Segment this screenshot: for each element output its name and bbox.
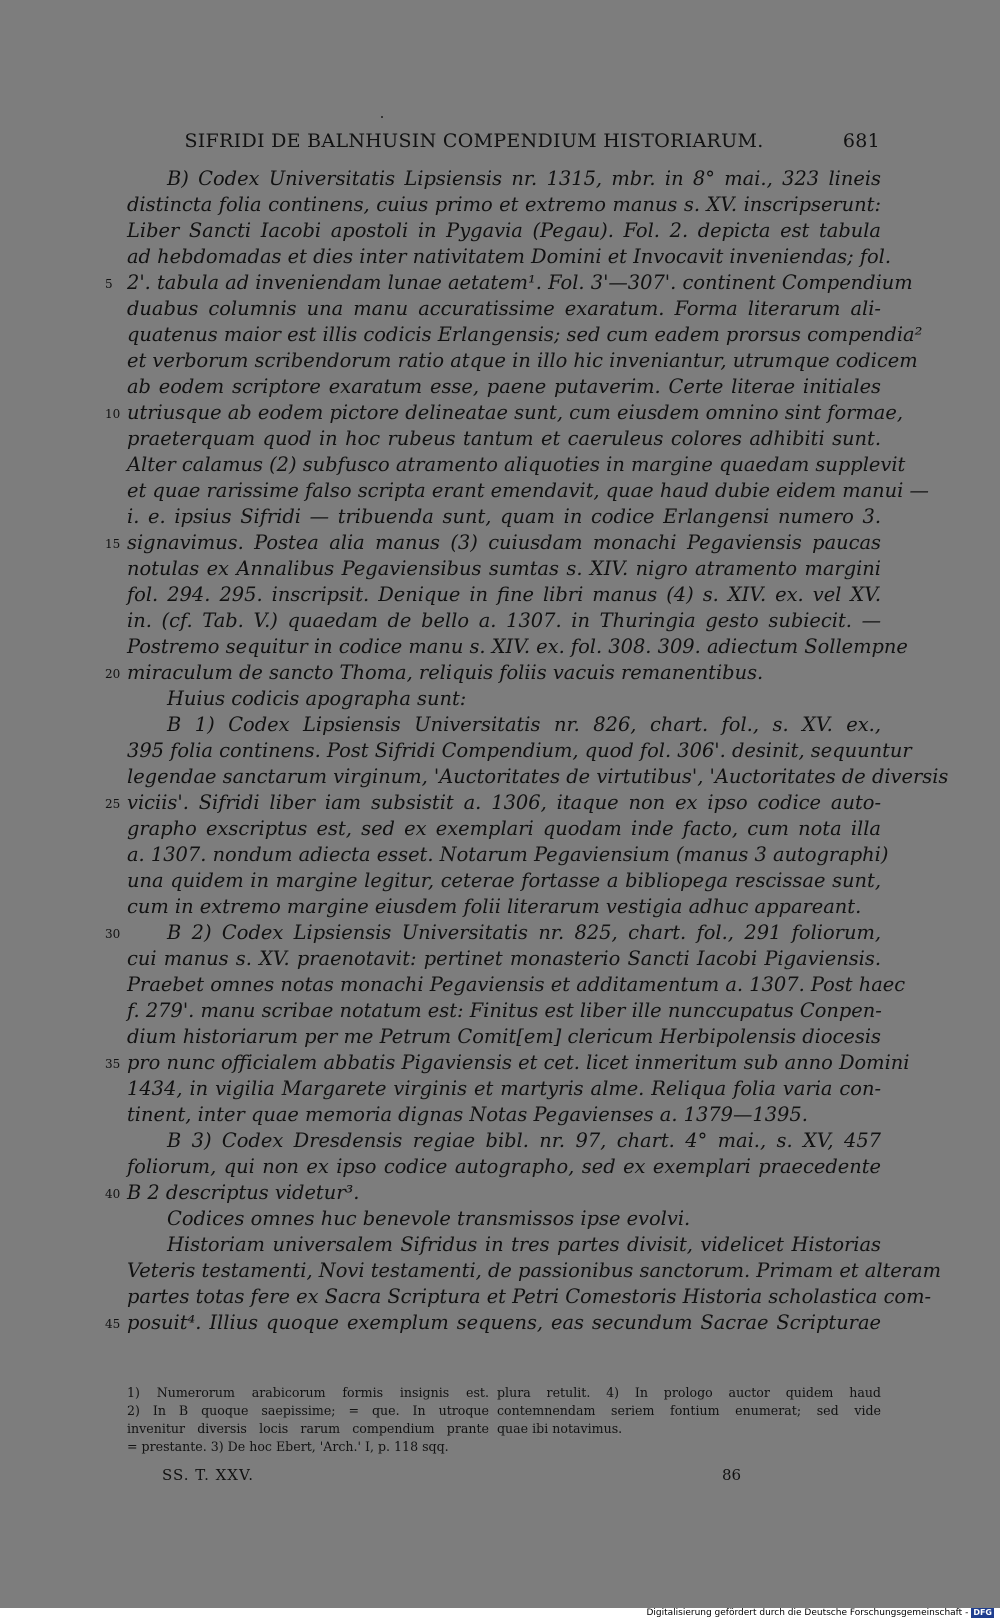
text-line (127, 1258, 941, 1284)
text-line (127, 608, 881, 634)
text-line (127, 244, 892, 270)
text-line (105, 790, 881, 816)
text-line (127, 1284, 932, 1310)
text-line (127, 452, 906, 478)
line-text: distincta folia continens, cuius primo et extremo manus s. XV. inscripserunt: (127, 193, 881, 216)
line-number: 15 (105, 537, 121, 551)
text-line (127, 1206, 881, 1232)
text-line (127, 868, 881, 894)
line-text: foliorum, qui non ex ipso codice autographo, sed ex exemplari praecedente (127, 1155, 881, 1178)
line-number: 10 (105, 407, 121, 421)
line-text: ad hebdomadas et dies inter nativitatem Domini et Invocavit inveniendas; fol. (127, 245, 892, 268)
footnote-line: quae ibi notavimus. (497, 1421, 623, 1436)
text-line (127, 894, 881, 920)
line-text: a. 1307. nondum adiecta esset. Notarum Pegaviensium (manus 3 autographi) (127, 843, 889, 866)
line-text: B 1) Codex Lipsiensis Universitatis nr. 826, chart. fol., s. XV. ex., (167, 713, 881, 736)
line-text: notulas ex Annalibus Pegaviensibus sumtas s. XIV. nigro atramento margini (127, 557, 881, 580)
text-line (105, 400, 903, 426)
footnote-line: 2) In B quoque saepissime; = que. In utroque (127, 1403, 489, 1418)
line-text: utriusque ab eodem pictore delineatae sunt, cum eiusdem omnino sint formae, (127, 401, 903, 424)
text-line (105, 1310, 881, 1336)
text-line (127, 1076, 881, 1102)
text-line (127, 1102, 881, 1128)
text-line (127, 322, 923, 348)
text-line (127, 478, 929, 504)
line-text: B 3) Codex Dresdensis regiae bibl. nr. 97, chart. 4° mai., s. XV, 457 (167, 1129, 881, 1152)
text-line (127, 686, 881, 712)
line-text: Alter calamus (2) subfusco atramento aliquoties in margine quaedam supplevit (127, 453, 906, 476)
text-line (105, 920, 881, 946)
line-text: 395 folia continens. Post Sifridi Compendium, quod fol. 306'. desinit, sequuntur (127, 739, 912, 762)
text-line (105, 660, 881, 686)
footnote-line: contemnendam seriem fontium enumerat; sed vide (497, 1403, 881, 1418)
line-text: partes totas fere ex Sacra Scriptura et Petri Comestoris Historia scholastica com- (127, 1285, 932, 1308)
text-line (127, 582, 881, 608)
signature-mark: SS. T. XXV. (162, 1466, 254, 1484)
line-number: 45 (105, 1317, 121, 1331)
footnotes (127, 1384, 881, 1454)
footnote-line: 1) Numerorum arabicorum formis insignis est. (127, 1385, 489, 1400)
footnotes-left-column (127, 1384, 489, 1456)
text-line (127, 764, 949, 790)
line-text: dium historiarum per me Petrum Comit[em] clericum Herbipolensis diocesis (127, 1025, 881, 1048)
footnote-line: invenitur diversis locis rarum compendium prante (127, 1421, 489, 1436)
line-text: Veteris testamenti, Novi testamenti, de passionibus sanctorum. Primam et alteram (127, 1259, 941, 1282)
line-text: ab eodem scriptore exaratum esse, paene putaverim. Certe literae initiales (127, 375, 881, 398)
line-text: quatenus maior est illis codicis Erlangensis; sed cum eadem prorsus compendia² (127, 323, 923, 346)
text-line (127, 504, 881, 530)
line-text: et verborum scribendorum ratio atque in illo hic inveniantur, utrumque codicem (127, 349, 918, 372)
footnotes-right-column (497, 1384, 881, 1438)
line-text: Postremo sequitur in codice manu s. XIV. ex. fol. 308. 309. adiectum Sollempne (127, 635, 908, 658)
line-number: 20 (105, 667, 121, 681)
footnote-line: plura retulit. 4) In prologo auctor quidem haud (497, 1385, 881, 1400)
line-text: Codices omnes huc benevole transmissos ipse evolvi. (167, 1207, 691, 1230)
line-text: viciis'. Sifridi liber iam subsistit a. 1306, itaque non ex ipso codice auto- (127, 791, 881, 814)
text-line (127, 166, 881, 192)
text-line (105, 530, 881, 556)
line-text: B 2) Codex Lipsiensis Universitatis nr. 825, chart. fol., 291 foliorum, (167, 921, 881, 944)
text-line (127, 634, 908, 660)
text-line (105, 270, 913, 296)
line-text: duabus columnis una manu accuratissime exaratum. Forma literarum ali- (127, 297, 881, 320)
dfg-logo: DFG (973, 1607, 992, 1617)
footnote-line: = prestante. 3) De hoc Ebert, 'Arch.' I, p. 118 sqq. (127, 1439, 449, 1454)
text-line (127, 712, 881, 738)
line-text: i. e. ipsius Sifridi — tribuenda sunt, quam in codice Erlangensi numero 3. (127, 505, 881, 528)
text-line (127, 374, 881, 400)
line-number: 25 (105, 797, 121, 811)
line-text: miraculum de sancto Thoma, reliquis foliis vacuis remanentibus. (127, 661, 764, 684)
line-text: Praebet omnes notas monachi Pegaviensis et additamentum a. 1307. Post haec (127, 973, 906, 996)
text-line (127, 972, 906, 998)
text-line (105, 1180, 881, 1206)
line-text: pro nunc officialem abbatis Pigaviensis et cet. licet inmeritum sub anno Domini (127, 1051, 910, 1074)
main-text (105, 166, 949, 1336)
line-text: f. 279'. manu scribae notatum est: Finitus est liber ille nunccupatus Conpen- (127, 999, 882, 1022)
text-line (127, 296, 881, 322)
digitization-credit (646, 1607, 994, 1618)
line-text: 2'. tabula ad inveniendam lunae aetatem¹. Fol. 3'—307'. continent Compendium (127, 271, 913, 294)
text-line (127, 192, 881, 218)
running-title: SIFRIDI DE BALNHUSIN COMPENDIUM HISTORIARUM. (184, 130, 764, 152)
line-text: Liber Sancti Iacobi apostoli in Pygavia (Pegau). Fol. 2. depicta est tabula (127, 219, 881, 242)
text-line (127, 842, 889, 868)
text-line (127, 1154, 881, 1180)
line-text: una quidem in margine legitur, ceterae fortasse a bibliopega rescissae sunt, (127, 869, 881, 892)
text-line (127, 998, 881, 1024)
line-text: tinent, inter quae memoria dignas Notas Pegavienses a. 1379—1395. (127, 1103, 808, 1126)
text-line (127, 218, 881, 244)
line-text: Huius codicis apographa sunt: (167, 687, 467, 710)
line-text: et quae rarissime falso scripta erant emendavit, quae haud dubie eidem manui — (127, 479, 929, 502)
text-line (127, 1024, 881, 1050)
line-text: signavimus. Postea alia manus (3) cuiusdam monachi Pegaviensis paucas (127, 531, 881, 554)
text-line (127, 816, 881, 842)
speck (381, 116, 383, 118)
text-line (105, 1050, 910, 1076)
line-text: legendae sanctarum virginum, 'Auctoritates de virtutibus', 'Auctoritates de diversis (127, 765, 949, 788)
line-text: B) Codex Universitatis Lipsiensis nr. 1315, mbr. in 8° mai., 323 lineis (167, 167, 881, 190)
text-line (127, 426, 881, 452)
line-number: 30 (105, 927, 121, 941)
sheet-number: 86 (722, 1466, 742, 1484)
line-text: grapho exscriptus est, sed ex exemplari quodam inde facto, cum nota illa (127, 817, 881, 840)
line-text: Historiam universalem Sifridus in tres partes divisit, videlicet Historias (167, 1233, 881, 1256)
line-number: 5 (105, 277, 113, 291)
line-text: cum in extremo margine eiusdem folii literarum vestigia adhuc appareant. (127, 895, 862, 918)
credit-text: Digitalisierung gefördert durch die Deutsche Forschungsgemeinschaft - (646, 1607, 969, 1618)
line-text: praeterquam quod in hoc rubeus tantum et caeruleus colores adhibiti sunt. (127, 427, 881, 450)
line-text: cui manus s. XV. praenotavit: pertinet monasterio Sancti Iacobi Pigaviensis. (127, 947, 881, 970)
line-text: in. (cf. Tab. V.) quaedam de bello a. 1307. in Thuringia gesto subiecit. — (127, 609, 881, 632)
text-line (127, 556, 881, 582)
line-text: B 2 descriptus videtur³. (127, 1181, 360, 1204)
line-text: 1434, in vigilia Margarete virginis et martyris alme. Reliqua folia varia con- (127, 1077, 881, 1100)
line-text: fol. 294. 295. inscripsit. Denique in fine libri manus (4) s. XIV. ex. vel XV. (127, 583, 881, 606)
line-number: 40 (105, 1187, 121, 1201)
line-text: posuit⁴. Illius quoque exemplum sequens, eas secundum Sacrae Scripturae (127, 1311, 881, 1334)
text-line (127, 738, 912, 764)
text-line (127, 1232, 881, 1258)
text-line (127, 946, 881, 972)
text-line (127, 1128, 881, 1154)
text-line (127, 348, 918, 374)
page-number: 681 (842, 130, 880, 152)
line-number: 35 (105, 1057, 121, 1071)
running-head (128, 130, 880, 158)
